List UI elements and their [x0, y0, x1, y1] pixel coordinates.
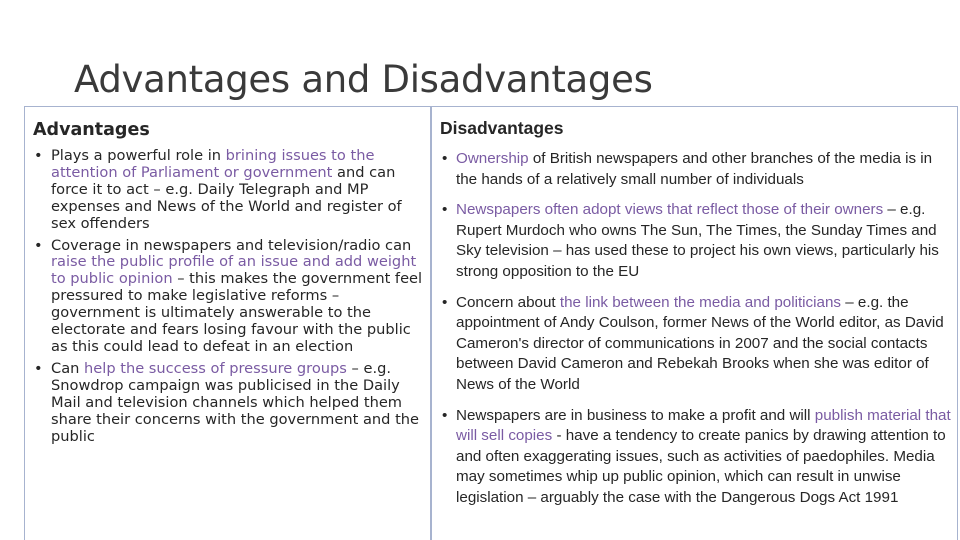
- advantage-highlight: help the success of pressure groups: [84, 359, 347, 377]
- advantages-heading: Advantages: [33, 120, 150, 140]
- advantage-highlight: brining issues to the attention of Parliament or government: [51, 147, 375, 181]
- advantage-text: Plays a powerful role in: [51, 147, 226, 164]
- advantage-highlight: raise the public profile of an issue and add weight to public opinion: [51, 253, 417, 288]
- disadvantage-text: – e.g. Rupert Murdoch who owns The Sun, The Times, the Sunday Times and Sky television – has used these to project his own views, particularly his strong opposition to the EU: [456, 201, 939, 280]
- disadvantage-text: of British newspapers and other branches of the media is in the hands of a relatively small number of individuals: [456, 150, 933, 188]
- disadvantage-item: [442, 406, 952, 509]
- bullet-icon: •: [34, 359, 43, 377]
- slide-title: Advantages and Disadvantages: [74, 58, 653, 101]
- advantage-text: Coverage in newspapers and television/radio can: [51, 236, 412, 254]
- bullet-icon: •: [34, 147, 43, 164]
- disadvantage-text: Concern about: [456, 293, 560, 311]
- advantage-text: and can force it to act – e.g. Daily Telegraph and MP expenses and News of the World and register of sex offenders: [51, 163, 402, 232]
- advantages-list: [34, 148, 424, 450]
- bullet-icon: •: [442, 406, 448, 424]
- disadvantage-text: - have a tendency to create panics by drawing attention to and often exaggerating issues, such as activities of paedophiles. Media may sometimes whip up public opinion, which can result in unwise legislation – arguably the case with the Dangerous Dogs Act 1991: [456, 427, 946, 506]
- disadvantage-highlight: Ownership: [456, 150, 529, 167]
- disadvantage-text: Newspapers are in business to make a profit and will: [456, 406, 815, 424]
- bullet-icon: •: [34, 236, 43, 254]
- bullet-icon: •: [442, 201, 448, 219]
- disadvantage-highlight: publish material that will sell copies: [456, 406, 951, 445]
- advantage-text: – this makes the government feel pressured to make legislative reforms – government is ultimately answerable to the electorate and fears losing favour with the public as this could lead to defeat in an election: [51, 270, 423, 355]
- bullet-icon: •: [442, 150, 448, 167]
- advantage-item: [34, 361, 424, 446]
- advantage-item: [34, 148, 424, 233]
- advantage-item: [34, 238, 424, 356]
- disadvantages-list: [442, 149, 952, 519]
- disadvantage-item: [442, 293, 952, 396]
- disadvantage-highlight: the link between the media and politicians: [559, 293, 842, 311]
- advantage-text: Can: [51, 359, 85, 377]
- disadvantages-heading: Disadvantages: [440, 118, 564, 138]
- bullet-icon: •: [442, 293, 448, 311]
- disadvantage-highlight: Newspapers often adopt views that reflect those of their owners: [456, 201, 884, 219]
- disadvantage-item: [442, 149, 952, 190]
- disadvantage-text: – e.g. the appointment of Andy Coulson, former News of the World editor, as David Cameron's director of communications in 2007 and the social contacts between David Cameron and Rebekah Brooks when she was editor of News of the World: [456, 293, 944, 393]
- disadvantage-item: [442, 200, 952, 282]
- advantage-text: – e.g. Snowdrop campaign was publicised in the Daily Mail and television channels which helped them share their concerns with the government and the public: [51, 359, 420, 445]
